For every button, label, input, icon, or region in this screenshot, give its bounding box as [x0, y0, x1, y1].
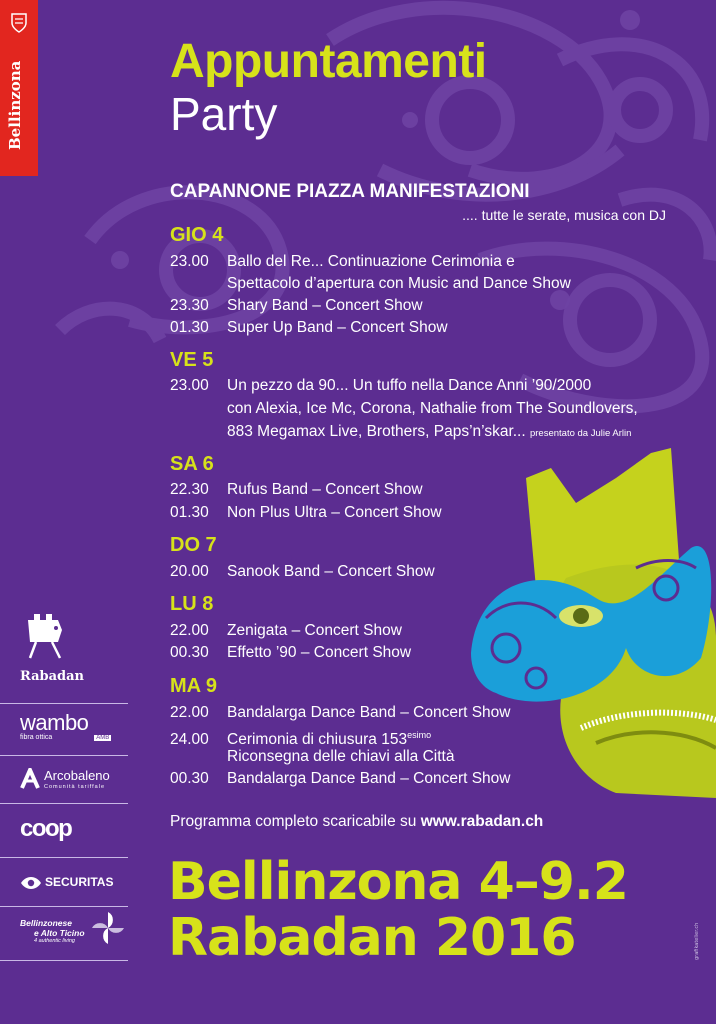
event-row	[170, 620, 402, 642]
event-title: Super Up Band – Concert Show	[227, 319, 448, 336]
event-time: 00.30	[170, 770, 209, 787]
divider	[0, 857, 128, 858]
event-continuation: Riconsegna delle chiavi alla Città	[227, 748, 455, 765]
event-title: Zenigata – Concert Show	[227, 622, 402, 639]
event-time: 01.30	[170, 319, 209, 336]
divider	[0, 960, 128, 961]
arcobaleno-tagline: Comunità tariffale	[44, 784, 106, 790]
event-title: Non Plus Ultra – Concert Show	[227, 504, 442, 521]
page-subtitle: Party	[170, 88, 278, 140]
sponsor-rabadan[interactable]	[20, 612, 84, 684]
day-heading: VE 5	[170, 349, 214, 371]
mask-illustration	[466, 448, 716, 803]
designer-credit: grafikatelier.ch	[694, 922, 700, 960]
event-continuation: con Alexia, Ice Mc, Corona, Nathalie from The Soundlovers,	[227, 400, 638, 417]
wambo-tag: AMB	[96, 735, 110, 741]
program-text: Programma completo scaricabile su	[170, 813, 417, 830]
headline-event: Rabadan 2016	[168, 908, 576, 968]
headline-dates: Bellinzona 4–9.2	[168, 852, 628, 912]
coop-logo-text: coop	[20, 815, 72, 842]
program-link[interactable]: www.rabadan.ch	[420, 813, 544, 830]
tourism-line1: Bellinzonese	[20, 918, 72, 928]
event-title: Un pezzo da 90... Un tuffo nella Dance Anni ’90/2000	[227, 377, 592, 394]
event-continuation: Spettacolo d’apertura con Music and Dance Show	[227, 275, 571, 292]
day-heading: GIO 4	[170, 224, 224, 246]
event-title: Ballo del Re... Continuazione Cerimonia e	[227, 253, 515, 270]
day-heading: MA 9	[170, 675, 218, 697]
divider	[0, 803, 128, 804]
event-time: 22.00	[170, 704, 209, 721]
arcobaleno-icon	[20, 768, 40, 790]
wambo-logo-text: wambo	[20, 710, 89, 735]
event-time: 23.00	[170, 253, 209, 270]
divider	[0, 906, 128, 907]
event-row	[170, 295, 423, 317]
divider	[0, 703, 128, 704]
event-title: Bandalarga Dance Band – Concert Show	[227, 704, 511, 721]
sponsor-wambo[interactable]	[20, 710, 111, 741]
event-row	[170, 251, 515, 273]
event-time: 22.00	[170, 622, 209, 639]
day-heading: LU 8	[170, 593, 214, 615]
event-row	[170, 479, 423, 501]
event-time: 00.30	[170, 644, 209, 661]
crest-icon	[11, 13, 27, 33]
bellinzona-brand-tab	[0, 0, 38, 176]
day-heading: SA 6	[170, 453, 214, 475]
wambo-tagline: fibra ottica	[20, 734, 53, 741]
event-row	[170, 317, 448, 339]
event-time: 24.00	[170, 731, 209, 749]
event-time: 23.00	[170, 377, 209, 394]
event-time: 01.30	[170, 504, 209, 521]
sponsor-tourism[interactable]	[20, 918, 85, 944]
event-row	[170, 702, 511, 724]
event-time: 23.30	[170, 297, 209, 314]
event-row	[170, 768, 511, 790]
pinwheel-icon	[90, 910, 126, 946]
event-title: 883 Megamax Live, Brothers, Paps’n’skar...	[227, 423, 526, 440]
event-title: Rufus Band – Concert Show	[227, 481, 423, 498]
venue-note: .... tutte le serate, musica con DJ	[462, 207, 666, 223]
superscript: esimo	[407, 730, 432, 740]
venue-name: CAPANNONE PIAZZA MANIFESTAZIONI	[170, 181, 530, 202]
day-heading: DO 7	[170, 534, 217, 556]
program-download	[170, 813, 543, 831]
rabadan-mascot-icon	[20, 612, 76, 670]
event-time: 20.00	[170, 563, 209, 580]
rabadan-logo-text: Rabadan	[20, 669, 85, 684]
event-continuation	[227, 421, 631, 445]
event-title: Bandalarga Dance Band – Concert Show	[227, 770, 511, 787]
event-time: 22.30	[170, 481, 209, 498]
page-title: Appuntamenti	[170, 35, 487, 88]
divider	[0, 755, 128, 756]
sponsor-coop[interactable]	[20, 815, 71, 843]
event-row	[170, 375, 591, 397]
presenter-note: presentato da Julie Arlin	[529, 428, 632, 439]
tourism-line2: e Alto Ticino	[34, 928, 85, 938]
event-row	[170, 561, 435, 583]
bellinzona-logo-text: Bellinzona	[6, 60, 24, 150]
event-row	[170, 502, 442, 524]
arcobaleno-logo-text: Arcobaleno	[44, 768, 110, 783]
event-row	[170, 642, 411, 664]
event-title: Shary Band – Concert Show	[227, 297, 423, 314]
event-title: Sanook Band – Concert Show	[227, 563, 435, 580]
eye-icon	[20, 876, 42, 890]
event-title: Cerimonia di chiusura 153	[227, 731, 408, 749]
securitas-logo-text: SECURITAS	[45, 875, 114, 889]
event-title: Effetto ’90 – Concert Show	[227, 644, 412, 661]
tourism-tagline: 4 authentic living	[34, 938, 75, 944]
